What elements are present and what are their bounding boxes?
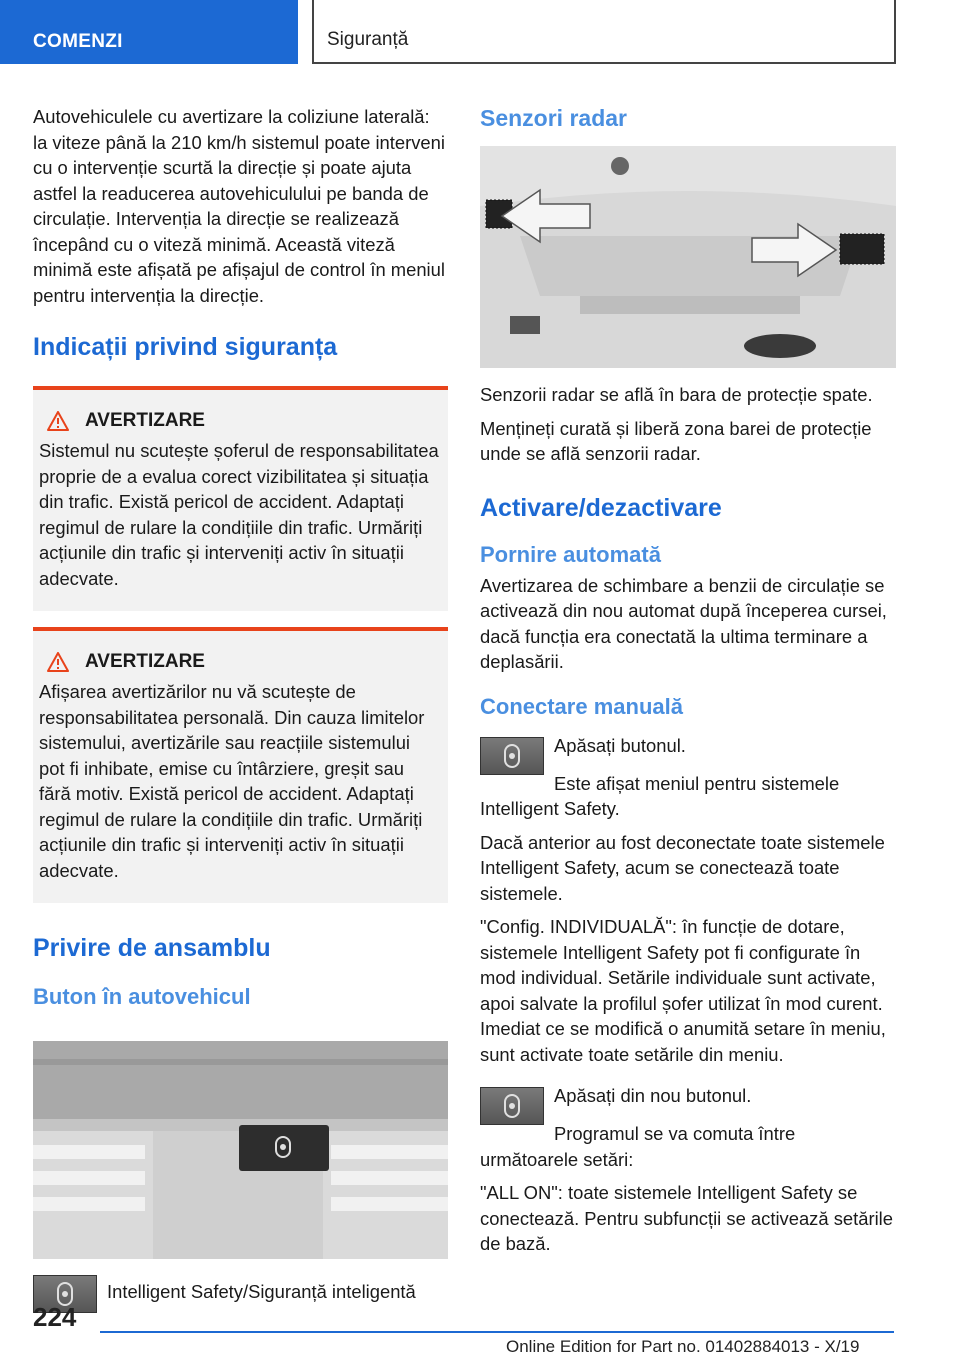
warning-text: Sistemul nu scutește șoferul de responsabilitatea proprie de a evalua corect vizibilitatea și situația din trafic. Există pericol de accident. Adaptați regimul de rulare la condițiile din trafic. Urmăriți acțiunile din trafic și interveniți activ în situații adecvate. [39,440,439,589]
auto-start-heading: Pornire automată [480,541,661,567]
intelligent-safety-button-icon [480,737,544,775]
warning-header [47,410,440,432]
right-column [480,104,898,1265]
intelligent-safety-button-icon [480,1087,544,1125]
warning-box-1 [33,386,448,611]
topic-tab [312,0,896,64]
warning-label: AVERTIZARE [85,651,205,672]
overview-heading: Privire de ansamblu [33,934,271,962]
step-1-row [480,733,898,775]
section-label: COMENZI [33,31,123,52]
rear-bumper-radar-image [480,146,896,368]
button-subheading: Buton în autovehicul [33,984,251,1009]
radar-clean-text: Mențineți curată și liberă zona barei de protecție unde se află senzorii radar. [480,417,872,464]
step-2-result: Programul se va comuta între următoarele setări: [480,1123,796,1170]
radar-heading: Senzori radar [480,105,627,131]
button-caption-row [33,1275,448,1313]
warning-label: AVERTIZARE [85,410,205,431]
activation-heading: Activare/dezactivare [480,493,722,522]
step-2-action: Apăsați din nou butonul. [554,1085,752,1106]
step-2-row [480,1083,898,1125]
manual-heading: Conectare manuală [480,693,683,719]
topic-label: Siguranță [327,29,409,50]
rear-bumper-illustration [480,146,896,368]
warning-box-2 [33,627,448,903]
previous-disabled-text: Dacă anterior au fost deconectate toate sistemele Intelligent Safety, acum se conectează toate sistemele. [480,831,885,904]
safety-heading: Indicații privind siguranța [33,333,338,361]
step-1-result: Este afișat meniul pentru sistemele Intelligent Safety. [480,772,840,819]
intro-paragraph: Autovehiculele cu avertizare la coliziune laterală: la viteze până la 210 km/h sistemul poate interveni cu o intervenție scurtă la direcție și poate ajuta astfel la readucerea autovehiculului pe banda de circulație. Intervenția la direcție se realizează începând cu o viteză minimă. Această viteză minimă este afișată pe afișajul de control în meniul pentru intervenția la direcție. [33,106,445,306]
section-tab [0,0,298,64]
auto-start-text: Avertizarea de schimbare a benzii de circulație se activează din nou automat după începerea cursei, dacă funcția era conectată la ultima terminare a deplasării. [480,574,887,672]
button-caption: Intelligent Safety/Siguranță inteligentă [107,1281,416,1302]
warning-header [47,651,440,673]
config-individual-text: "Config. INDIVIDUALĂ": în funcție de dotare, sistemele Intelligent Safety pot fi configurate în mod individual. Setările individuale sunt activate, apoi salvate la profilul șofer utilizat în mod curent. Imediat ce se modifică o anumită setare în meniu, sunt activate toate setările din meniu. [480,916,886,1065]
radar-location-text: Senzorii radar se află în bara de protecție spate. [480,384,873,405]
warning-triangle-icon [47,652,69,672]
footer-edition: Online Edition for Part no. 01402884013 - X/19 [506,1337,860,1356]
warning-text: Afișarea avertizărilor nu vă scutește de responsabilitatea personală. Din cauza limitelor sistemului, avertizările sau reacțiile sistemului pot fi inhibate, emise cu întârziere, greșit sau fără motiv. Există pericol de accident. Adaptați regimul de rulare la condițiile din trafic. Urmăriți acțiunile din trafic și interveniți activ în situații adecvate. [39,681,425,881]
dashboard-illustration [33,1041,448,1259]
footer-divider [100,1331,894,1333]
page-number: 224 [33,1302,77,1332]
warning-triangle-icon [47,411,69,431]
dashboard-button-image [33,1041,448,1259]
all-on-text: "ALL ON": toate sistemele Intelligent Safety se conectează. Pentru subfuncții se activează setările de bază. [480,1182,893,1254]
step-1-action: Apăsați butonul. [554,734,686,756]
left-column [33,104,448,1313]
